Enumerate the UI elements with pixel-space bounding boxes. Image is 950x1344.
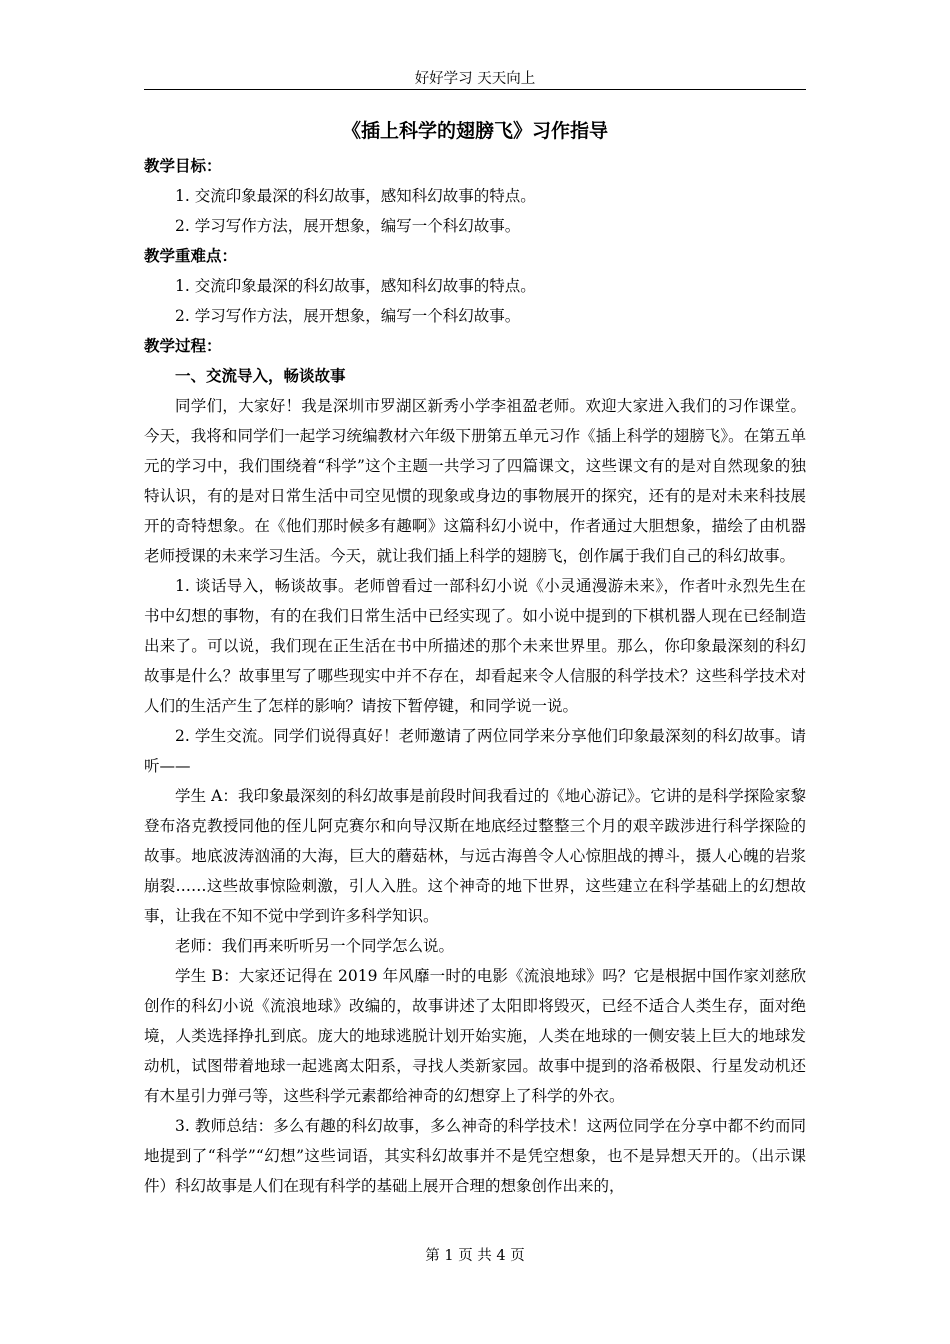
key-points-heading: 教学重难点： [144,246,238,265]
goal-item: 1. 交流印象最深的科幻故事，感知科幻故事的特点。 [175,187,536,205]
page-footer: 第 1 页 共 4 页 [425,1248,525,1264]
goals-heading: 教学目标： [144,156,222,175]
paragraph-teacher: 老师：我们再来听听另一个同学怎么说。 [175,937,455,955]
key-point-item: 2. 学习写作方法，展开想象，编写一个科幻故事。 [175,307,521,325]
paragraph-talk: 1. 谈话导入，畅谈故事。老师曾看过一部科幻小说《小灵通漫游未来》，作者叶永烈先生在书中幻想的事物，有的在我们日常生活中已经实现了。如小说中提到的下棋机器人现在已经制造出来了。可以说，我们现在正生活在书中所描述的那个未来世界里。那么，你印象最深刻的科幻故事是什么？故事里写了哪些现实中并不存在，却看起来令人信服的科学技术？这些科学技术对人们的生活产生了怎样的影响？请按下暂停键，和同学说一说。 [144,577,806,715]
paragraph-summary: 3. 教师总结：多么有趣的科幻故事，多么神奇的科学技术！这两位同学在分享中都不约而同地提到了“科学”“幻想”这些词语，其实科幻故事并不是凭空想象，也不是异想天开的。（出示课件）科幻故事是人们在现有科学的基础上展开合理的想象创作出来的， [144,1117,806,1195]
key-point-item: 1. 交流印象最深的科幻故事，感知科幻故事的特点。 [175,277,536,295]
process-heading: 教学过程： [144,336,222,355]
paragraph-exchange: 2. 学生交流。同学们说得真好！老师邀请了两位同学来分享他们印象最深刻的科幻故事。请听—— [144,727,806,775]
part1-heading: 一、交流导入，畅谈故事 [175,366,346,385]
header-divider [144,89,806,90]
goal-item: 2. 学习写作方法，展开想象，编写一个科幻故事。 [175,217,521,235]
paragraph-intro: 同学们，大家好！我是深圳市罗湖区新秀小学李祖盈老师。欢迎大家进入我们的习作课堂。今天，我将和同学们一起学习统编教材六年级下册第五单元习作《插上科学的翅膀飞》。在第五单元的学习中，我们围绕着“科学”这个主题一共学习了四篇课文，这些课文有的是对自然现象的独特认识，有的是对日常生活中司空见惯的现象或身边的事物展开的探究，还有的是对未来科技展开的奇特想象。在《他们那时候多有趣啊》这篇科幻小说中，作者通过大胆想象，描绘了由机器老师授课的未来学习生活。今天，就让我们插上科学的翅膀飞，创作属于我们自己的科幻故事。 [144,397,806,565]
page-header: 好好学习 天天向上 [414,71,536,87]
document-body [144,151,806,1201]
document-title: 《插上科学的翅膀飞》习作指导 [341,120,608,142]
paragraph-student-b: 学生 B：大家还记得在 2019 年风靡一时的电影《流浪地球》吗？它是根据中国作家刘慈欣创作的科幻小说《流浪地球》改编的，故事讲述了太阳即将毁灭，已经不适合人类生存，面对绝境，人类选择挣扎到底。庞大的地球逃脱计划开始实施，人类在地球的一侧安装上巨大的地球发动机，试图带着地球一起逃离太阳系，寻找人类新家园。故事中提到的洛希极限、行星发动机还有木星引力弹弓等，这些科学元素都给神奇的幻想穿上了科学的外衣。 [144,967,806,1105]
paragraph-student-a: 学生 A：我印象最深刻的科幻故事是前段时间我看过的《地心游记》。它讲的是科学探险家黎登布洛克教授同他的侄儿阿克赛尔和向导汉斯在地底经过整整三个月的艰辛跋涉进行科学探险的故事。地底波涛汹涌的大海，巨大的蘑菇林，与远古海兽令人心惊胆战的搏斗，摄人心魄的岩浆崩裂……这些故事惊险刺激，引人入胜。这个神奇的地下世界，这些建立在科学基础上的幻想故事，让我在不知不觉中学到许多科学知识。 [144,787,806,925]
